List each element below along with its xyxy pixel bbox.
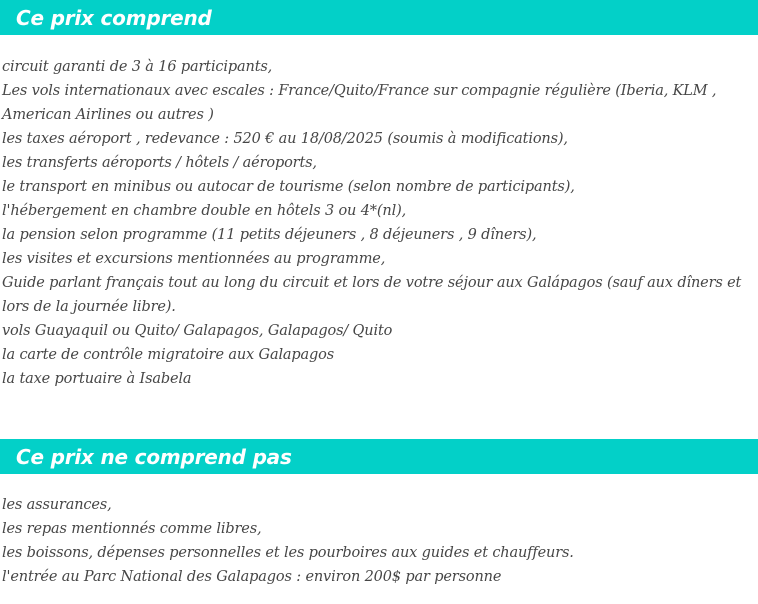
list-item: Les vols internationaux avec escales : France/Quito/France sur compagnie régulière (Iberia, KLM , American Airlines ou autres ) [2,83,717,123]
list-item: l'entrée au Parc National des Galapagos : environ 200$ par personne [2,569,502,585]
section-title-included: Ce prix comprend [16,5,212,30]
list-item: Guide parlant français tout au long du circuit et lors de votre séjour aux Galápagos (sauf aux dîners et lors de la journée libre). [2,275,742,315]
section-header-included [0,0,758,35]
list-item: l'hébergement en chambre double en hôtels 3 ou 4*(nl), [2,203,407,219]
list-item: la taxe portuaire à Isabela [2,371,192,387]
list-item: vols Guayaquil ou Quito/ Galapagos, Galapagos/ Quito [2,323,393,339]
list-item: les assurances, [2,497,112,513]
list-item: les taxes aéroport , redevance : 520 € au 18/08/2025 (soumis à modifications), [2,131,568,147]
list-item: circuit garanti de 3 à 16 participants, [2,59,273,75]
section-spacer [0,391,758,439]
list-item: le transport en minibus ou autocar de tourisme (selon nombre de participants), [2,179,575,195]
list-item: les boissons, dépenses personnelles et les pourboires aux guides et chauffeurs. [2,545,574,561]
list-item: la pension selon programme (11 petits déjeuners , 8 déjeuners , 9 dîners), [2,227,537,243]
section-body-included [0,35,758,391]
list-item: les transferts aéroports / hôtels / aéroports, [2,155,317,171]
list-item: les visites et excursions mentionnées au programme, [2,251,386,267]
section-body-excluded [0,474,758,589]
list-item: la carte de contrôle migratoire aux Galapagos [2,347,335,363]
list-item: les repas mentionnés comme libres, [2,521,262,537]
section-header-excluded [0,439,758,474]
section-title-excluded: Ce prix ne comprend pas [16,444,292,469]
